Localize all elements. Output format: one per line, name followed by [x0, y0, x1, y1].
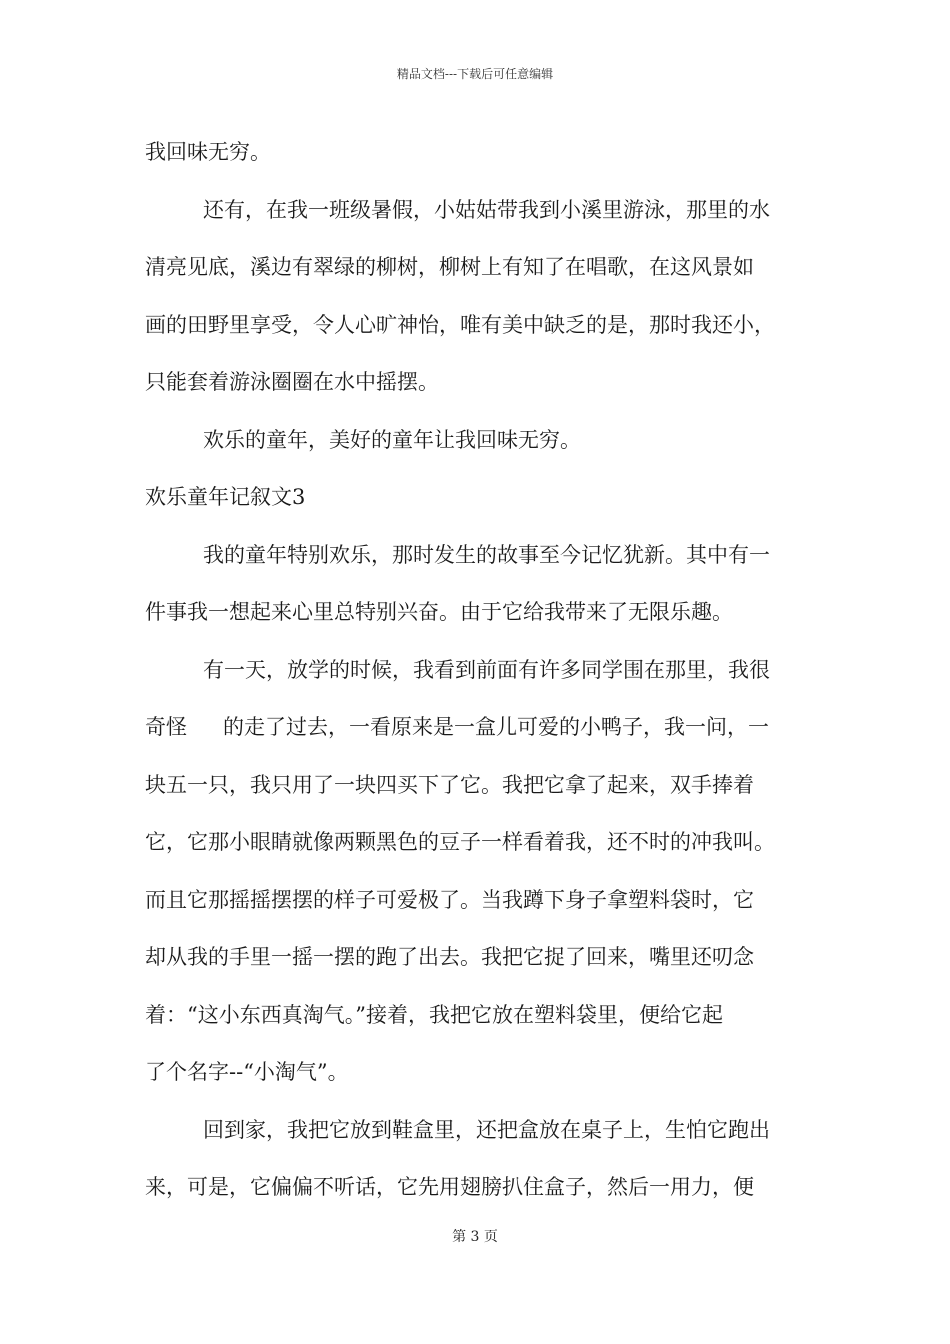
text-line: 还有，在我一班级暑假，小姑姑带我到小溪里游泳，那里的水 [203, 197, 770, 222]
text-line: 有一天，放学的时候，我看到前面有许多同学围在那里，我很 [203, 657, 770, 682]
document-body [145, 132, 815, 1225]
text-line [145, 707, 815, 765]
text-line: 而且它那摇摇摆摆的样子可爱极了。当我蹲下身子拿塑料袋时，它 [145, 887, 754, 912]
text-line: 清亮见底，溪边有翠绿的柳树，柳树上有知了在唱歌，在这风景如 [145, 255, 754, 279]
text-line: 欢乐的童年，美好的童年让我回味无穷。 [203, 427, 581, 452]
text-line: 了个名字--“小淘气”。 [145, 1060, 349, 1084]
text-line: 块五一只，我只用了一块四买下了它。我把它拿了起来，双手捧着 [145, 772, 754, 797]
text-line: 我的童年特别欢乐，那时发生的故事至今记忆犹新。其中有一 [203, 542, 770, 567]
text-line: 回到家，我把它放到鞋盒里，还把盒放在桌子上，生怕它跑出 [203, 1117, 770, 1142]
text-fragment: 的走了过去，一看原来是一盒儿可爱的小鸭子，我一问，一 [223, 715, 769, 739]
section-heading: 欢乐童年记叙文3 [145, 485, 306, 509]
text-line: 画的田野里享受，令人心旷神怡，唯有美中缺乏的是，那时我还小， [145, 312, 775, 337]
text-line: 它，它那小眼睛就像两颗黑色的豆子一样看着我，还不时的冲我叫。 [145, 830, 775, 854]
text-fragment: 奇怪 [145, 715, 187, 739]
page-number: 第 3 页 [452, 1229, 498, 1245]
text-line: 着：“这小东西真淘气。”接着，我把它放在塑料袋里，便给它起 [145, 1002, 723, 1027]
text-line: 却从我的手里一摇一摆的跑了出去。我把它捉了回来，嘴里还叨念 [145, 945, 754, 969]
text-line: 件事我一想起来心里总特别兴奋。由于它给我带来了无限乐趣。 [145, 600, 733, 624]
text-line: 我回味无穷。 [145, 140, 271, 164]
text-line: 来，可是，它偏偏不听话，它先用翅膀扒住盒子，然后一用力，便 [145, 1175, 754, 1199]
page-header: 精品文档---下载后可任意编辑 [396, 67, 554, 81]
text-line: 只能套着游泳圈圈在水中摇摆。 [145, 370, 439, 394]
